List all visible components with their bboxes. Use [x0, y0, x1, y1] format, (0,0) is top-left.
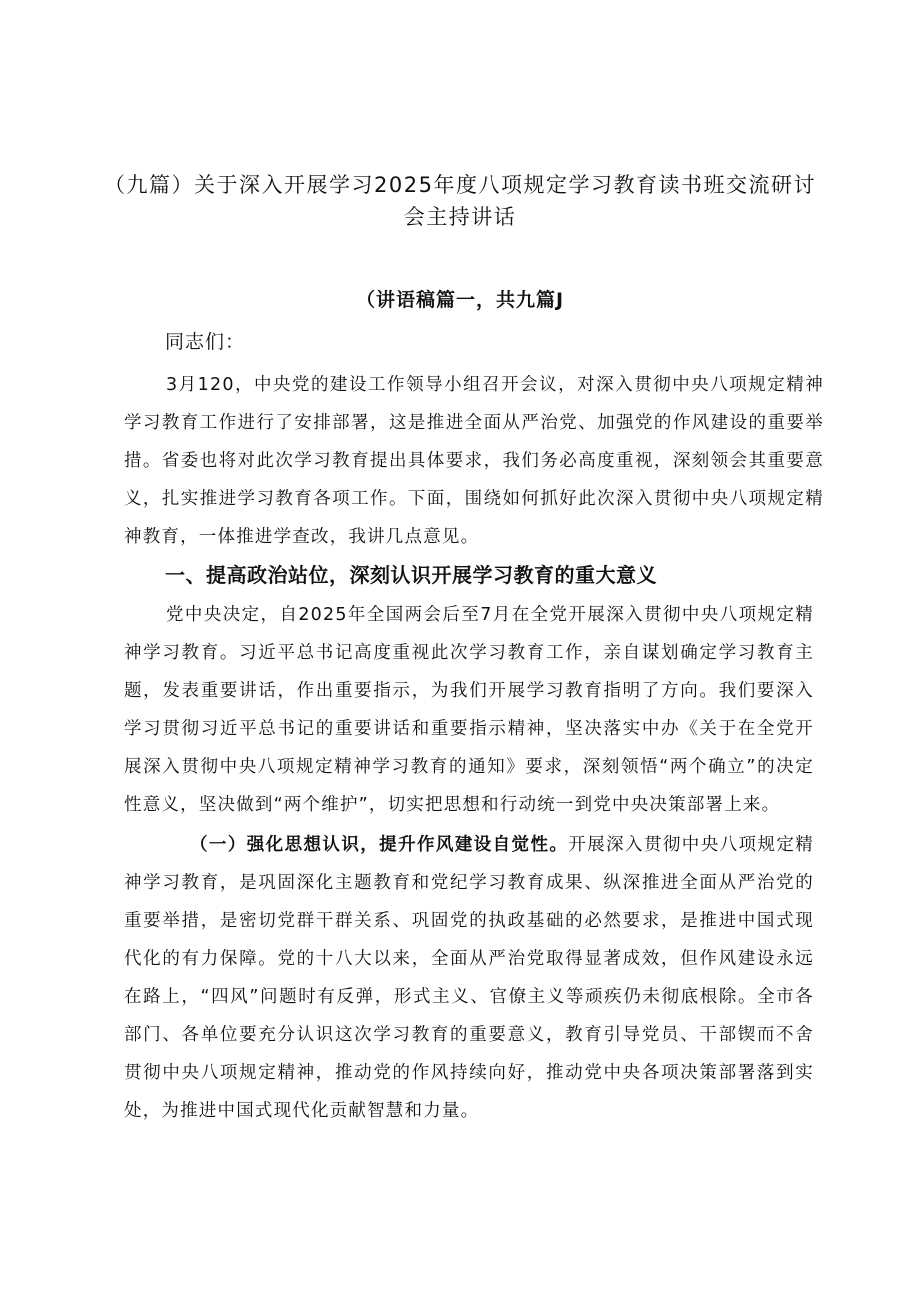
- paragraph-section1: 党中央决定，自2025年全国两会后至7月在全党开展深入贯彻中央八项规定精神学习教育。习近平总书记高度重视此次学习教育工作，亲自谋划确定学习教育主题，发表重要讲话，作出重要指示，为我们开展学习教育指明了方向。我们要深入学习贯彻习近平总书记的重要讲话和重要指示精神，坚决落实中办《关于在全党开展深入贯彻中央八项规定精神学习教育的通知》要求，深刻领悟“两个确立”的决定性意义，坚决做到“两个维护”，切实把思想和行动统一到党中央决策部署上来。: [124, 605, 814, 815]
- section-heading-1: 一、提高政治站位，深刻认识开展学习教育的重大意义: [165, 563, 657, 587]
- document-subtitle: （讲语稿篇一，共九篇J: [355, 289, 565, 311]
- paragraph-subsection1: [124, 826, 814, 1130]
- subsection-lead: （一）强化思想认识，提升作风建设自觉性。: [190, 835, 569, 855]
- subsection-body: 开展深入贯彻中央八项规定精神学习教育，是巩固深化主题教育和党纪学习教育成果、纵深推进全面从严治党的重要举措，是密切党群干群关系、巩固党的执政基础的必然要求，是推进中国式现代化的有力保障。党的十八大以来，全面从严治党取得显著成效，但作风建设永远在路上，“四风”问题时有反弹，形式主义、官僚主义等顽疾仍未彻底根除。全市各部门、各单位要充分认识这次学习教育的重要意义，教育引导党员、干部锲而不舍贯彻中央八项规定精神，推动党的作风持续向好，推动党中央各项决策部署落到实处，为推进中国式现代化贡献智慧和力量。: [124, 835, 814, 1121]
- greeting: 同志们：: [165, 331, 246, 353]
- document-title-line2: 会主持讲话: [403, 205, 517, 229]
- document-title-line1: （九篇）关于深入开展学习2025年度八项规定学习教育读书班交流研讨: [104, 173, 816, 197]
- paragraph-intro: 3月120，中央党的建设工作领导小组召开会议，对深入贯彻中央八项规定精神学习教育工作进行了安排部署，这是推进全面从严治党、加强党的作风建设的重要举措。省委也将对此次学习教育提出具体要求，我们务必高度重视，深刻领会其重要意义，扎实推进学习教育各项工作。下面，围绕如何抓好此次深入贯彻中央八项规定精神教育，一体推进学查改，我讲几点意见。: [124, 375, 824, 547]
